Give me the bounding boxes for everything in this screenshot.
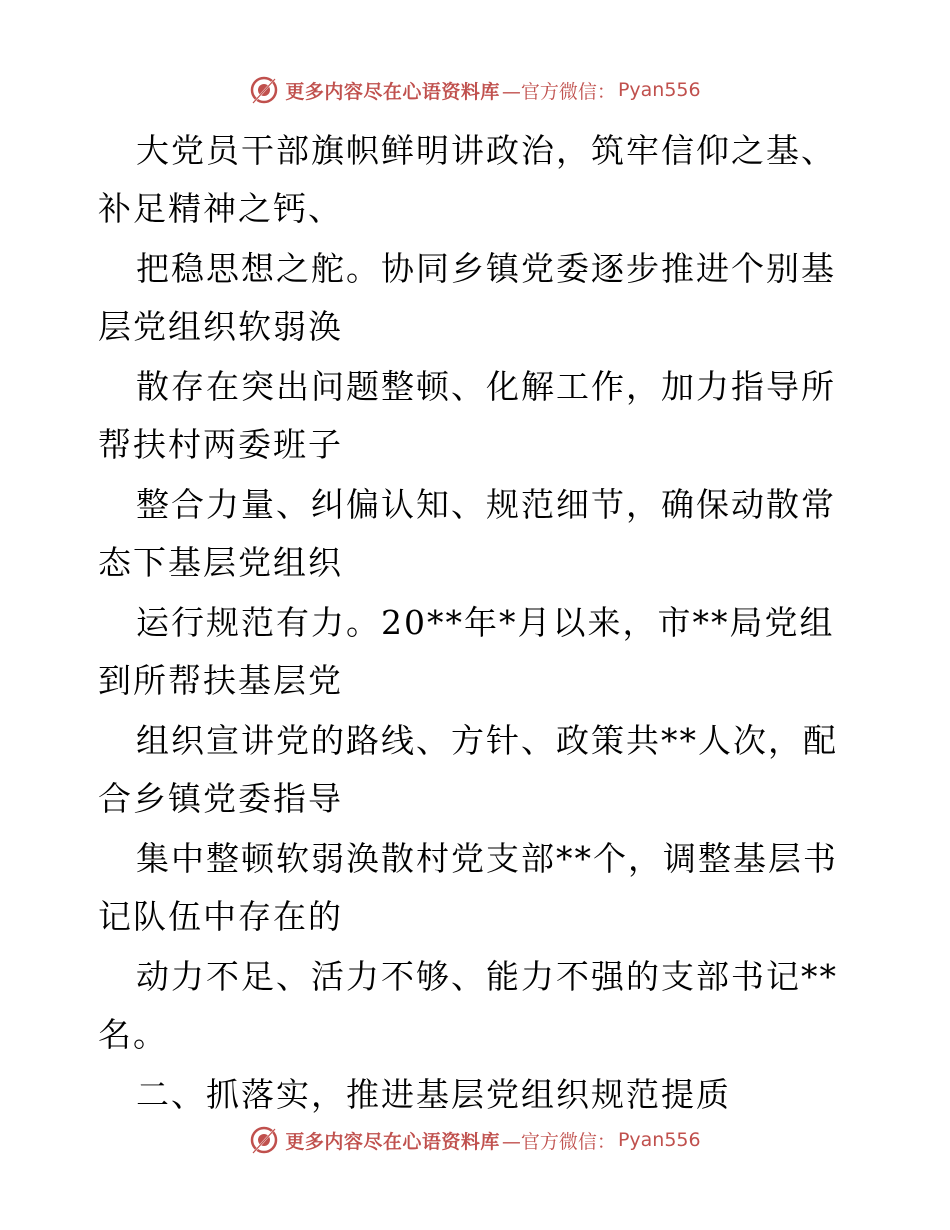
watermark-title: 更多内容尽在心语资料库: [285, 80, 500, 103]
paragraph: 散存在突出问题整顿、化解工作，加力指导所帮扶村两委班子: [98, 367, 836, 464]
header-watermark: [0, 70, 950, 110]
paragraph: 组织宣讲党的路线、方针、政策共**人次，配合乡镇党委指导: [98, 721, 838, 818]
paragraph: 集中整顿软弱涣散村党支部**个，调整基层书记队伍中存在的: [98, 839, 838, 936]
paragraph: 整合力量、纠偏认知、规范细节，确保动散常态下基层党组织: [98, 485, 836, 582]
footer-watermark: [0, 1120, 950, 1160]
paragraph: 把稳思想之舵。协同乡镇党委逐步推进个别基层党组织软弱涣: [98, 249, 836, 346]
document-body: [98, 122, 858, 1126]
paragraph: 动力不足、活力不够、能力不强的支部书记**名。: [98, 957, 838, 1054]
watermark-account: Pyan556: [617, 1129, 701, 1151]
section-heading: 二、抓落实，推进基层党组织规范提质: [136, 1075, 731, 1114]
quill-seal-icon: [249, 75, 279, 105]
watermark-separator: —官方微信：: [501, 80, 616, 103]
paragraph: 大党员干部旗帜鲜明讲政治，筑牢信仰之基、补足精神之钙、: [98, 131, 836, 228]
paragraph: 运行规范有力。20**年*月以来，市**局党组到所帮扶基层党: [98, 603, 835, 700]
watermark-account: Pyan556: [617, 79, 701, 101]
watermark-title: 更多内容尽在心语资料库: [285, 1130, 500, 1153]
watermark-separator: —官方微信：: [501, 1130, 616, 1153]
quill-seal-icon: [249, 1125, 279, 1155]
